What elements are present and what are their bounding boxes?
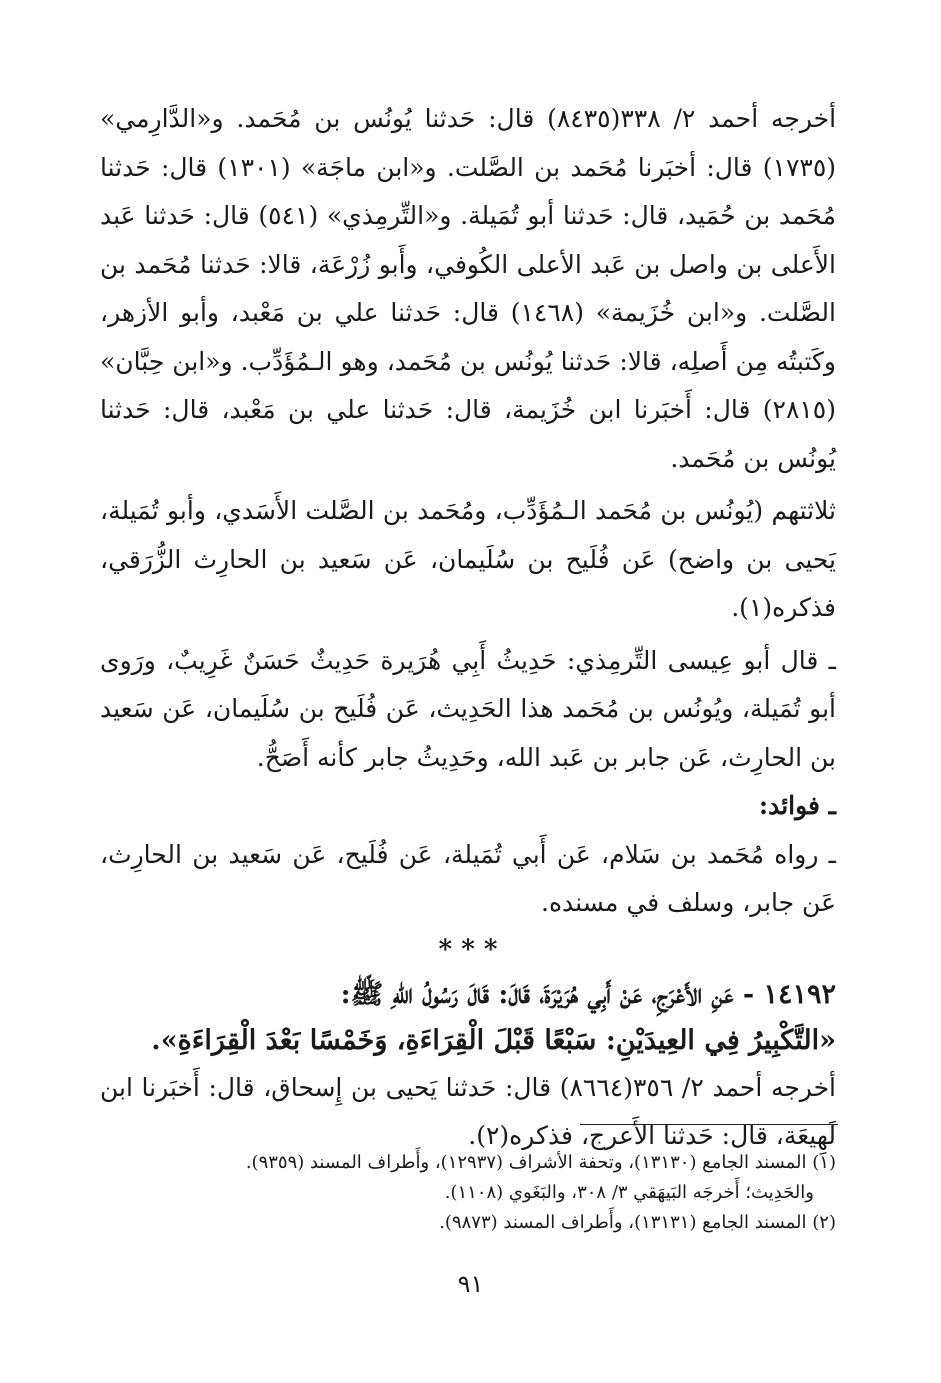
fawaid-heading: ـ فوائد:: [758, 791, 836, 820]
chain-summary-paragraph: ثلاثتهم (يُونُس بن مُحَمد الـمُؤَدِّب، ومُحَمد بن الصَّلت الأَسَدي، وأبو تُمَيلة، يَحيى بن واضح) عَن فُلَيح بن سُلَيمان، عَن سَعيد بن الحارِث الزُّرَقي، فذكره(١).: [100, 496, 836, 622]
takhrij-paragraph-2: أخرجه أحمد ٢/ ٣٥٦(٨٦٦٤) قال: حَدثنا يَحيى بن إِسحاق، قال: أَخبَرنا ابن لَهِيعَة، قال: حَدثنا الأَعرج، فذكره(٢).: [100, 1072, 836, 1150]
fawaid-paragraph: ـ رواه مُحَمد بن سَلام، عَن أَبي تُمَيلة، عَن فُلَيح، عَن سَعيد بن الحارِث، عَن جابر، وسلف في مسنده.: [100, 839, 836, 917]
footnote-2: (٢) المسند الجامع (١٣١٣١)، وأَطراف المسند (٩٨٧٣).: [439, 1212, 836, 1233]
footnote-1: (١) المسند الجامع (١٣١٣٠)، وتحفة الأشراف (١٢٩٣٧)، وأَطراف المسند (٩٣٥٩).: [245, 1152, 836, 1173]
footnote-1-continuation: والحَدِيث؛ أَخرجَه البَيهَقي ٣/ ٣٠٨، والبَغَوي (١١٠٨).: [444, 1182, 814, 1203]
section-separator: * * *: [438, 934, 498, 965]
takhrij-paragraph: أخرجه أحمد ٢/ ٣٣٨(٨٤٣٥) قال: حَدثنا يُونُس بن مُحَمد. و«الدَّارِمي» (١٧٣٥) قال: أخبَرنا مُحَمد بن الصَّلت. و«ابن ماجَة» (١٣٠١) قال: حَدثنا مُحَمد بن حُمَيد، قال: حَدثنا أبو تُمَيلة. و«التِّرمِذي» (٥٤١) قال: حَدثنا عَبد الأَعلى بن واصل بن عَبد الأعلى الكُوفي، وأَبو زُرْعَة، قالا: حَدثنا مُحَمد بن الصَّلت. و«ابن خُزَيمة» (١٤٦٨) قال: حَدثنا علي بن مَعْبد، وأبو الأزهر، وكَتبتُه مِن أَصلِه، قالا: حَدثنا يُونُس بن مُحَمد، وهو الـمُؤَدِّب. و«ابن حِبَّان» (٢٨١٥) قال: أَخبَرنا ابن خُزَيمة، قال: حَدثنا علي بن مَعْبد، قال: حَدثنا يُونُس بن مُحَمد.: [100, 104, 837, 473]
footnotes: [120, 1148, 836, 1238]
tirmidhi-comment-paragraph: ـ قال أبو عِيسى التِّرمِذي: حَدِيثُ أَبِي هُرَيرة حَدِيثٌ حَسَنٌ غَرِيبٌ، ورَوى أبو تُمَيلة، ويُونُس بن مُحَمد هذا الحَدِيث، عَن فُلَيح بن سُلَيمان، عَن سَعيد بن الحارِث، عَن جابر بن عَبد الله، وحَدِيثُ جابر كأنه أَصَحُّ.: [100, 645, 836, 772]
footnote-divider: [580, 1124, 838, 1125]
page-number: ٩١: [457, 1270, 484, 1298]
hadith-matn-line: «التَّكْبِيرُ فِي العِيدَيْنِ: سَبْعًا قَبْلَ الْقِرَاءَةِ، وَخَمْسًا بَعْدَ الْقِرَاءَةِ».: [151, 1024, 836, 1056]
main-text: [100, 95, 836, 1161]
hadith-isnad-line: ١٤١٩٢ - عَنِ الأَعْرَجِ، عَنْ أَبِي هُرَيْرَةَ، قَالَ: قَالَ رَسُولُ اللهِ ﷺ:: [340, 978, 836, 1010]
